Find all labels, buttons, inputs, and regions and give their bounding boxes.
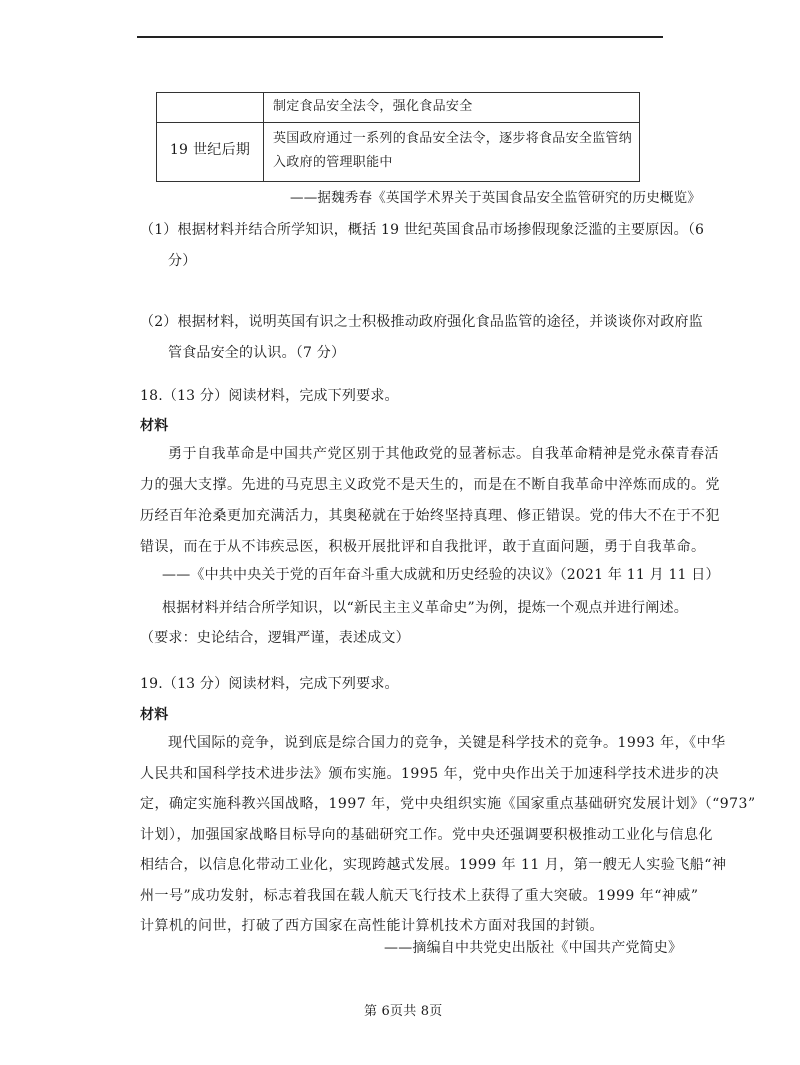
q19-line: 人民共和国科学技术进步法》颁布实施。1995 年，党中央作出关于加速科学技术进步的决	[140, 765, 720, 782]
q19-line: 现代国际的竞争，说到底是综合国力的竞争，关键是科学技术的竞争。1993 年，《中华	[168, 735, 726, 751]
q18-material-body	[140, 439, 720, 563]
table-cell-description	[273, 127, 633, 175]
table-cell-measure: 制定食品安全法令，强化食品安全	[273, 99, 473, 114]
q18-task: 根据材料并结合所学知识，以“新民主主义革命史”为例，提炼一个观点并进行阐述。	[162, 600, 688, 616]
q17-part2-line2: 管食品安全的认识。（7 分）	[168, 345, 346, 361]
q19-line: 州一号”成功发射，标志着我国在载人航天飞行技术上获得了重大突破。1999 年“神威”	[140, 887, 699, 904]
q18-requirement: （要求：史论结合，逻辑严谨，表述成文）	[140, 630, 410, 646]
q17-part2-line1: （2）根据材料，说明英国有识之士积极推动政府强化食品监管的途径，并谈谈你对政府监	[140, 314, 703, 330]
q18-line: 勇于自我革命是中国共产党区别于其他政党的显著标志。自我革命精神是党永葆青春活	[168, 446, 719, 462]
q18-line: 力的强大支撑。先进的马克思主义政党不是天生的，而是在不断自我革命中淬炼而成的。党	[140, 477, 720, 493]
q19-source: ——摘编自中共党史出版社《中国共产党简史》	[384, 940, 683, 956]
q19-line: 计划），加强国家战略目标导向的基础研究工作。党中央还强调要积极推动工业化与信息化	[140, 826, 713, 843]
q19-line: 定，确定实施科教兴国战略，1997 年，党中央组织实施《国家重点基础研究发展计划》（“973”	[140, 796, 756, 812]
q17-part1-line1: （1）根据材料并结合所学知识，概括 19 世纪英国食品市场掺假现象泛滥的主要原因。（6	[140, 222, 705, 238]
q19-material-body	[140, 728, 756, 942]
q18-source: ——《中共中央关于党的百年奋斗重大成就和历史经验的决议》（2021 年 11 月 11 日）	[162, 567, 720, 583]
q17-part1-line2: 分）	[168, 253, 197, 269]
table-cell-period: 19 世纪后期	[169, 142, 251, 158]
page-number: 第 6页共 8页	[364, 1004, 443, 1019]
q19-line: 相结合，以信息化带动工业化，实现跨越式发展。1999 年 11 月，第一艘无人实验飞船“神	[140, 857, 727, 873]
q18-header: 18.（13 分）阅读材料，完成下列要求。	[140, 388, 399, 404]
table-source: ——据魏秀春《英国学术界关于英国食品安全监管研究的历史概览》	[290, 190, 701, 206]
table-cell-description-line-1: 英国政府通过一系列的食品安全法令，逐步将食品安全监管纳	[273, 131, 633, 146]
table-row-divider	[157, 122, 639, 123]
header-rule	[137, 36, 663, 38]
table-cell-description-line-2: 入政府的管理职能中	[273, 155, 393, 170]
q19-material-label: 材料	[140, 707, 169, 723]
q19-header: 19.（13 分）阅读材料，完成下列要求。	[140, 676, 399, 692]
table-column-divider	[263, 93, 264, 181]
q18-material-label: 材料	[140, 418, 169, 434]
q18-line: 历经百年沧桑更加充满活力，其奥秘就在于始终坚持真理、修正错误。党的伟大不在于不犯	[140, 508, 720, 524]
q19-line: 计算机的问世，打破了西方国家在高性能计算机技术方面对我国的封锁。	[140, 918, 604, 934]
material-table	[156, 92, 640, 182]
q18-line: 错误，而在于从不讳疾忌医，积极开展批评和自我批评，敢于直面问题，勇于自我革命。	[140, 539, 706, 555]
